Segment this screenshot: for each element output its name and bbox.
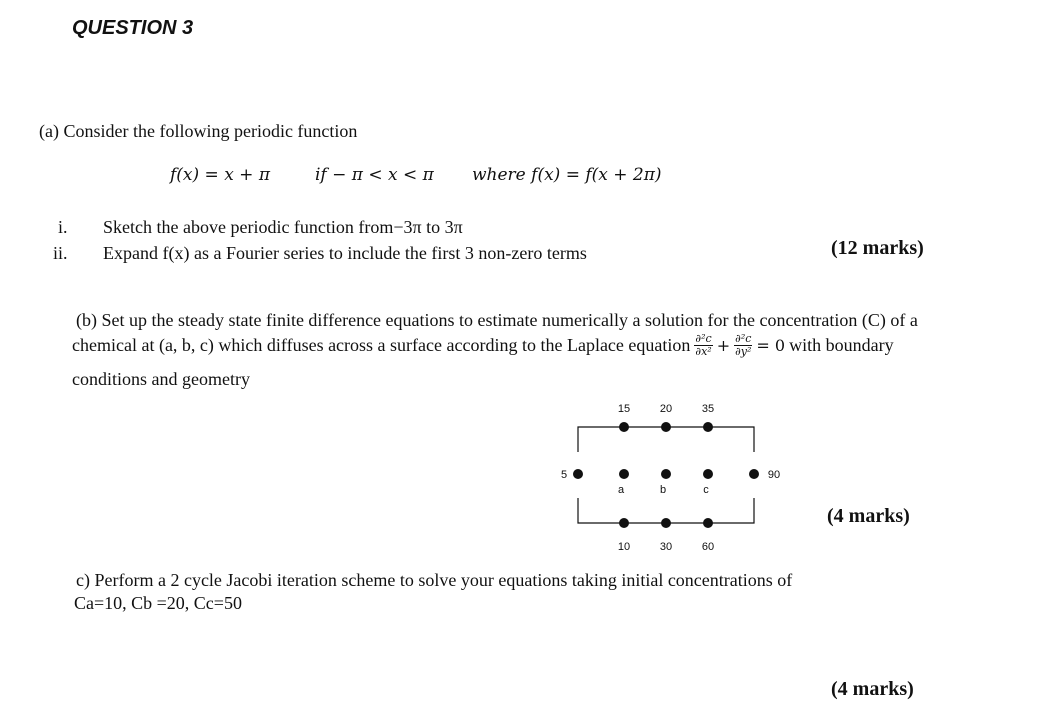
left-node — [573, 469, 583, 479]
grid-diagram — [540, 395, 800, 560]
bottom-node — [661, 518, 671, 528]
interior-node-c — [703, 469, 713, 479]
part-c-line2: Ca=10, Cb =20, Cc=50 — [74, 593, 242, 613]
right-label: 90 — [767, 469, 781, 481]
top-node — [619, 422, 629, 432]
bottom-label: 30 — [659, 541, 673, 553]
fraction-numerator: ∂²c — [735, 332, 752, 345]
part-b-marks: (4 marks) — [827, 505, 910, 527]
plus-sign: + — [716, 336, 731, 355]
bottom-node — [703, 518, 713, 528]
part-a-function: f(x) = x + π — [170, 165, 271, 185]
laplace-equation — [694, 333, 785, 358]
part-b-line3: conditions and geometry — [72, 369, 250, 389]
left-label: 5 — [560, 469, 568, 481]
top-label: 35 — [701, 403, 715, 415]
fraction-denominator: ∂x² — [695, 345, 712, 358]
fraction-denominator: ∂y² — [735, 345, 752, 358]
part-a-intro: (a) Consider the following periodic function — [39, 121, 358, 141]
right-node — [749, 469, 759, 479]
part-b-line2-text: chemical at (a, b, c) which diffuses across a surface according to the Laplace equation — [72, 335, 691, 355]
question-title: QUESTION 3 — [72, 17, 194, 39]
top-node — [661, 422, 671, 432]
bottom-node — [619, 518, 629, 528]
part-b-line2 — [72, 333, 894, 358]
top-label: 15 — [617, 403, 631, 415]
part-a-item-text: Sketch the above periodic function from−3π to 3π — [103, 217, 463, 237]
interior-label: a — [617, 484, 625, 496]
bottom-label: 60 — [701, 541, 715, 553]
interior-node-b — [661, 469, 671, 479]
part-a-periodicity: where f(x) = f(x + 2π) — [472, 165, 662, 185]
part-a-marks: (12 marks) — [831, 237, 924, 259]
part-a-condition: if − π < x < π — [315, 165, 434, 185]
part-c-marks: (4 marks) — [831, 678, 914, 700]
interior-label: c — [703, 484, 709, 496]
d2c-dy2-fraction — [734, 333, 752, 358]
fraction-numerator: ∂²c — [695, 332, 712, 345]
part-a-item-text: Expand f(x) as a Fourier series to include the first 3 non-zero terms — [103, 243, 587, 263]
interior-label: b — [659, 484, 667, 496]
d2c-dx2-fraction — [694, 333, 712, 358]
top-node — [703, 422, 713, 432]
top-label: 20 — [659, 403, 673, 415]
part-b-line2-end: with boundary — [789, 335, 894, 355]
part-b-line1: (b) Set up the steady state finite difference equations to estimate numerically a solution for the concentration (C) of a — [76, 310, 918, 330]
interior-node-a — [619, 469, 629, 479]
equals-zero: = 0 — [756, 336, 786, 355]
part-c-line1: c) Perform a 2 cycle Jacobi iteration scheme to solve your equations taking initial concentrations of — [76, 570, 793, 590]
bottom-label: 10 — [617, 541, 631, 553]
part-a-item-num: ii. — [53, 243, 68, 263]
part-a-item-num: i. — [58, 217, 68, 237]
